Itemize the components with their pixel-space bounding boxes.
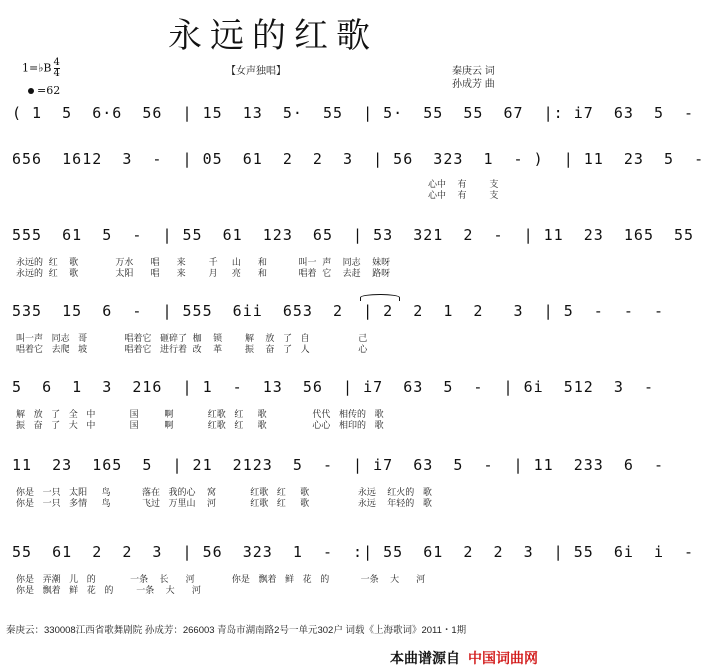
- notation-line: 55 61 2 2 3 | 56 323 1 - :| 55 61 2 2 3 | 55 6i i -: [12, 543, 695, 561]
- footer-addresses: 秦庚云：330008江西省歌舞剧院 孙成芳：266003 青岛市湖南路2号一单元302户 词载《上海歌词》2011・1期: [6, 625, 467, 636]
- lyricist-credit: 秦庚云 词: [452, 66, 495, 77]
- lyric-verse-1: 永远的 红 歌 万水 唱 来 千 山 和 叫一 声 同志 妹呀: [16, 258, 391, 268]
- lyric-verse-2: 你是 飘着 鲜 花 的 一条 大 河: [16, 586, 201, 596]
- vocal-type-label: 【女声独唱】: [226, 66, 286, 77]
- lyric-verse-2: 振 奋 了 大 中 国 啊 红歌 红 歌 心心 相印的 歌: [16, 421, 384, 431]
- quarter-note-icon: [28, 88, 34, 94]
- key-note: B: [43, 61, 52, 75]
- lyric-verse-2: 你是 一只 多情 鸟 飞过 万里山 河 红歌 红 歌 永远 年轻的 歌: [16, 499, 432, 509]
- notation-line: 535 15 6 - | 555 6ii 653 2 | 2 2 1 2 3 | 5 - - -: [12, 302, 664, 320]
- lyric-verse-2: 心中 有 支: [428, 191, 499, 201]
- composer-credit: 孙成芳 曲: [452, 79, 495, 90]
- tempo-marking: [28, 84, 60, 97]
- key-prefix: 1=: [22, 61, 39, 75]
- time-top: 4: [53, 57, 60, 68]
- lyric-verse-1: 解 放 了 全 中 国 啊 红歌 红 歌 代代 相传的 歌: [16, 410, 384, 420]
- key-accidental: ♭: [38, 61, 44, 75]
- source-watermark: [390, 648, 538, 668]
- tie-mark: [360, 294, 400, 301]
- lyric-verse-1: 你是 弄潮 儿 的 一条 长 河 你是 飘着 鲜 花 的 一条 大 河: [16, 575, 426, 585]
- notation-line: ( 1 5 6·6 56 | 15 13 5· 55 | 5· 55 55 67 |: i7 63 5 -: [12, 104, 695, 122]
- watermark-site-name: 中国词曲网: [468, 650, 538, 666]
- lyric-verse-1: 你是 一只 太阳 鸟 落在 我的心 窝 红歌 红 歌 永远 红火的 歌: [16, 488, 432, 498]
- tempo-value: =62: [37, 84, 61, 97]
- time-signature: [54, 58, 60, 79]
- lyric-verse-2: 唱着它 去爬 坡 唱着它 进行着 改 革 振 奋 了 人 心: [16, 345, 368, 355]
- key-signature: [22, 58, 60, 79]
- notation-line: 555 61 5 - | 55 61 123 65 | 53 321 2 - | 11 23 165 55: [12, 226, 695, 244]
- lyric-verse-2: 永远的 红 歌 太阳 唱 来 月 亮 和 唱着 它 去赶 路呀: [16, 269, 391, 279]
- lyric-verse-1: 叫一声 同志 哥 唱着它 砸碎了 枷 锁 解 放 了 自 己: [16, 334, 368, 344]
- notation-line: 656 1612 3 - | 05 61 2 2 3 | 56 323 1 - ) | 11 23 5 -: [12, 150, 704, 168]
- time-bottom: 4: [53, 68, 60, 79]
- lyric-verse-1: 心中 有 支: [428, 180, 499, 190]
- notation-line: 5 6 1 3 216 | 1 - 13 56 | i7 63 5 - | 6i 512 3 -: [12, 378, 654, 396]
- watermark-source-text: 本曲谱源自: [390, 650, 460, 666]
- notation-line: 11 23 165 5 | 21 2123 5 - | i7 63 5 - | 11 233 6 -: [12, 456, 664, 474]
- page-title: 永远的红歌: [168, 16, 378, 56]
